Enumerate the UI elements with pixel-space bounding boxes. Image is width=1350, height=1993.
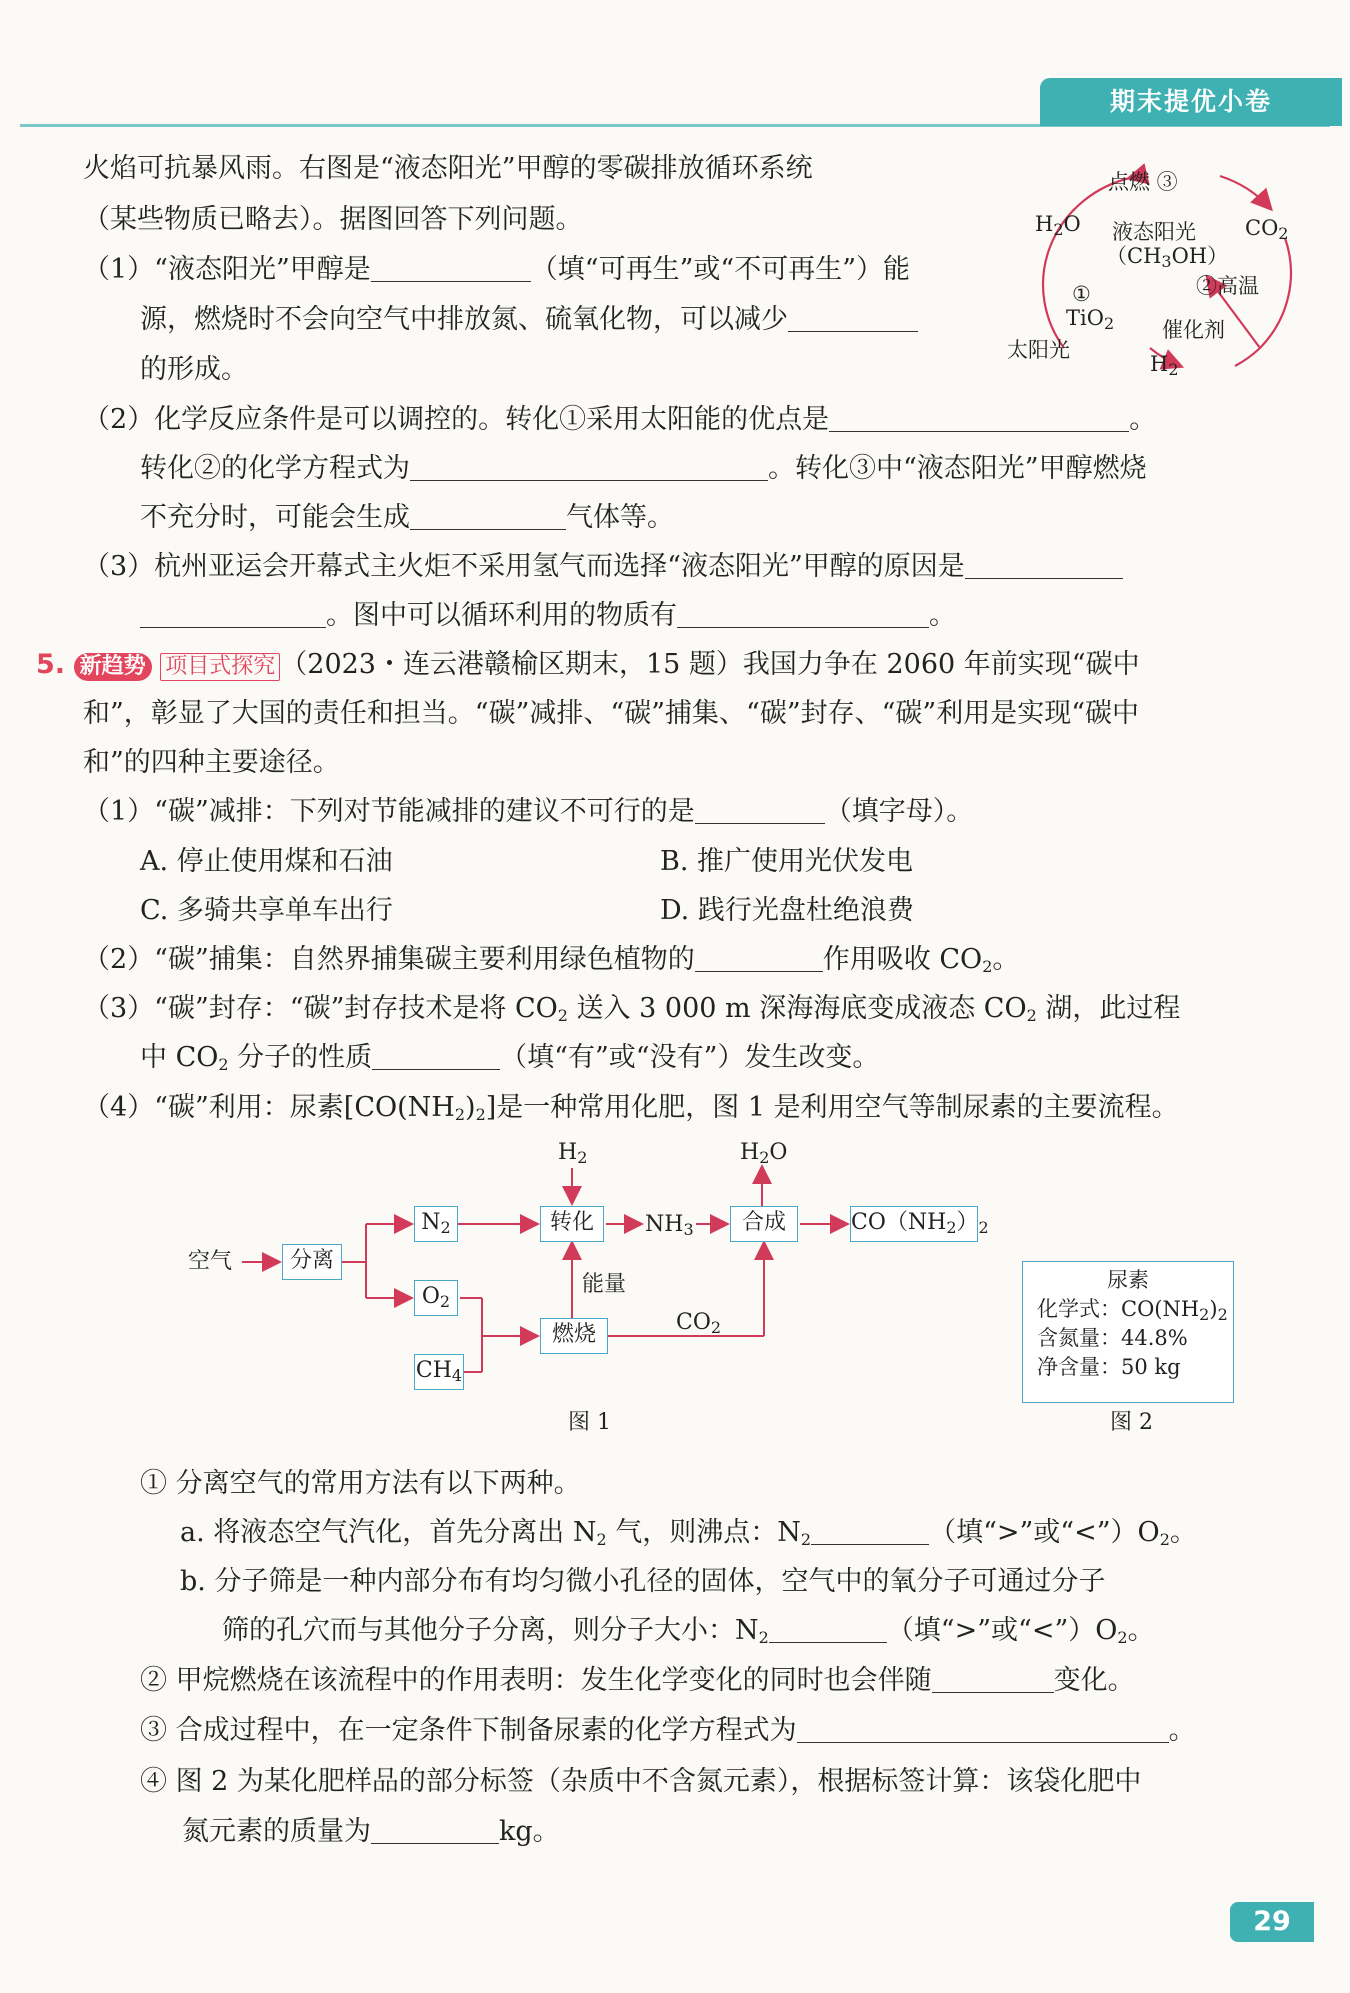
flow-burn-box: 燃烧: [540, 1318, 608, 1354]
option-a: A. 停止使用煤和石油: [140, 846, 393, 877]
cycle-catalyst: 催化剂: [1162, 318, 1225, 342]
blank-14[interactable]: [932, 1666, 1054, 1693]
flow-air: 空气: [188, 1249, 233, 1274]
cycle-h2: $H_2$: [1150, 352, 1179, 379]
q4-part-1b: 源，燃烧时不会向空气中排放氮、硫氧化物，可以减少: [140, 303, 918, 337]
urea-label-box: [1022, 1261, 1234, 1403]
q5-part-1: （1）“碳”减排：下列对节能减排的建议不可行的是 （填字母）。: [83, 796, 974, 827]
sub-q-3: ③ 合成过程中，在一定条件下制备尿素的化学方程式为 。: [140, 1715, 1196, 1746]
q4-line-2: （某些物质已略去）。据图回答下列问题。: [83, 204, 583, 235]
q4-part-2c: 不充分时，可能会生成 气体等。: [140, 502, 674, 533]
option-b: B. 推广使用光伏发电: [660, 846, 914, 877]
sub-q-4-line-1: ④ 图 2 为某化肥样品的部分标签（杂质中不含氮元素），根据标签计算：该袋化肥中: [140, 1766, 1142, 1797]
blank-12[interactable]: [811, 1518, 929, 1545]
section-tag: 期末提优小卷: [1040, 78, 1342, 126]
cycle-sunlight: 太阳光: [1007, 338, 1070, 362]
q4-part-1c: 的形成。: [140, 354, 248, 385]
option-c: C. 多骑共享单车出行: [140, 895, 393, 926]
blank-13[interactable]: [769, 1616, 887, 1643]
cycle-center-1: 液态阳光: [1112, 220, 1196, 244]
sub-q-1b-line-2: 筛的孔穴而与其他分子分离，则分子大小：$N_2$ （填“>”或“$<”)O_2$。: [222, 1615, 1155, 1647]
label-title: 尿素: [1107, 1268, 1149, 1292]
q5-line-2: 和”，彰显了大国的责任和担当。“碳”减排、“碳”捕集、“碳”封存、“碳”利用是实现“碳中: [83, 698, 1140, 729]
option-d: D. 践行光盘杜绝浪费: [660, 895, 914, 926]
q5-part-4: （4）“碳”利用：尿素$[CO(NH_2)_2]$是一种常用化肥，图 1 是利用空气等制尿素的主要流程。: [83, 1092, 1179, 1124]
cycle-step-1: ①: [1072, 282, 1091, 306]
cycle-h2o: $H_2O$: [1035, 212, 1081, 239]
cycle-center-2: $(CH_3OH)$: [1106, 244, 1229, 271]
project-tag: 项目式探究: [160, 653, 280, 681]
flow-separate-box: 分离: [282, 1244, 342, 1280]
cycle-step-2: ②高温: [1196, 274, 1259, 298]
flow-urea-box: $CO(NH_2)_2$: [850, 1206, 978, 1242]
q4-part-1a: （1）“液态阳光”甲醇是 （填“可再生”或“不可再生”）能: [83, 254, 911, 285]
figure-2-caption: 图 2: [1110, 1410, 1153, 1435]
q4-part-3a: （3）杭州亚运会开幕式主火炬不采用氢气而选择“液态阳光”甲醇的原因是: [83, 550, 1123, 584]
label-formula: 化学式：$CO(NH_2)_2$: [1037, 1297, 1228, 1324]
sub-q-4-line-2: 氮元素的质量为 kg。: [182, 1816, 560, 1847]
q4-part-2a: （2）化学反应条件是可以调控的。转化①采用太阳能的优点是 。: [83, 404, 1157, 435]
flow-h2o: $H_2O$: [740, 1140, 788, 1167]
sub-q-1: ① 分离空气的常用方法有以下两种。: [140, 1468, 581, 1499]
flow-ch4-box: $CH_4$: [414, 1354, 464, 1390]
q4-part-3b: 。图中可以循环利用的物质有 。: [140, 599, 956, 633]
sub-q-1a: a. 将液态空气汽化，首先分离出 $N_2$ 气，则沸点：$N_2$ （填“>”或“$<”)O_2$。: [180, 1517, 1197, 1549]
flow-co2: $CO_2$: [676, 1310, 722, 1337]
q5-part-3a: （3）“碳”封存：“碳”封存技术是将 $CO_2$ 送入 3 000 m 深海海底变成液态 $CO_2$ 湖，此过程: [83, 993, 1181, 1025]
flow-energy: 能量: [582, 1272, 627, 1297]
flow-synthesis-box: 合成: [730, 1206, 798, 1242]
q5-part-2: （2）“碳”捕集：自然界捕集碳主要利用绿色植物的 作用吸收 $CO_2$。: [83, 944, 1020, 976]
blank-16[interactable]: [371, 1817, 499, 1844]
figure-1-caption: 图 1: [568, 1410, 611, 1435]
flow-nh3: $NH_3$: [645, 1212, 694, 1239]
cycle-co2: $CO_2$: [1245, 216, 1289, 243]
flow-n2-box: $N_2$: [414, 1206, 458, 1242]
q5-line-3: 和”的四种主要途径。: [83, 747, 340, 778]
trend-badge: 新趋势: [74, 653, 152, 681]
flow-h2: $H_2$: [558, 1140, 588, 1167]
q4-part-2b: 转化②的化学方程式为 。转化③中“液态阳光”甲醇燃烧: [140, 453, 1147, 484]
label-nitrogen: 含氮量：44.8%: [1037, 1326, 1188, 1350]
q5-part-3b: 中 $CO_2$ 分子的性质 （填“有”或“没有”）发生改变。: [140, 1042, 880, 1074]
sub-q-1b-line-1: b. 分子筛是一种内部分布有均匀微小孔径的固体，空气中的氧分子可通过分子: [180, 1566, 1106, 1597]
flow-convert-box: 转化: [540, 1206, 604, 1242]
q4-line-1: 火焰可抗暴风雨。右图是“液态阳光”甲醇的零碳排放循环系统: [83, 153, 813, 184]
flow-o2-box: $O_2$: [414, 1280, 458, 1316]
sub-q-2: ② 甲烷燃烧在该流程中的作用表明：发生化学变化的同时也会伴随 变化。: [140, 1665, 1135, 1696]
cycle-ignite-label: 点燃 ③: [1108, 170, 1178, 194]
cycle-tio2: TiO$_2$: [1066, 306, 1115, 333]
blank-15[interactable]: [797, 1716, 1169, 1743]
q5-line-1: 5. 新趋势 项目式探究 （2023・连云港赣榆区期末，15 题）我国力争在 2060 年前实现“碳中: [36, 649, 1140, 680]
label-net-weight: 净含量：50 kg: [1037, 1355, 1181, 1379]
q5-number: 5.: [36, 649, 66, 680]
page-number: 29: [1230, 1902, 1314, 1942]
